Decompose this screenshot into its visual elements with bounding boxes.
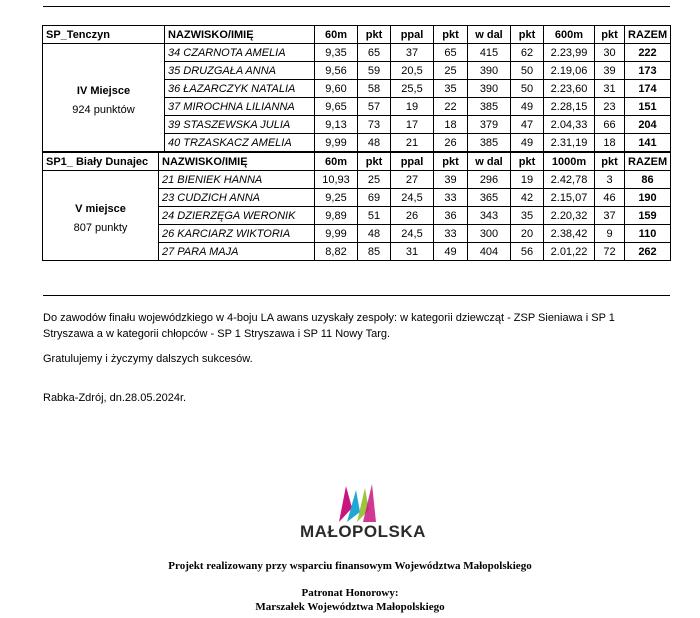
col-header: 60m [315, 153, 358, 171]
table-row [43, 44, 671, 62]
result-cell: 9,56 [315, 62, 358, 80]
patron-name: Marszałek Województwa Małopolskiego [255, 601, 445, 613]
col-header: 60m [315, 26, 358, 44]
advancement-text-line2: Stryszawa a w kategorii chłopców - SP 1 Stryszawa i SP 11 Nowy Targ. [43, 328, 391, 340]
result-cell: 69 [358, 189, 391, 207]
result-cell: 390 [468, 80, 511, 98]
result-cell: 385 [468, 134, 511, 152]
result-cell: 22 [434, 98, 468, 116]
result-cell: 50 [511, 80, 544, 98]
result-cell: 73 [358, 116, 391, 134]
col-header: ppal [391, 26, 434, 44]
result-cell: 65 [434, 44, 468, 62]
result-cell: 2.38,42 [544, 225, 595, 243]
result-cell: 9,65 [315, 98, 358, 116]
result-cell: 25 [434, 62, 468, 80]
result-cell: 31 [595, 80, 625, 98]
result-cell: 24,5 [391, 225, 434, 243]
athlete-name: 35 DRUZGAŁA ANNA [165, 62, 315, 80]
result-cell: 85 [358, 243, 391, 261]
result-cell: 9,25 [315, 189, 358, 207]
result-cell: 24,5 [391, 189, 434, 207]
result-cell: 23 [595, 98, 625, 116]
result-cell: 49 [511, 98, 544, 116]
total-cell: 222 [625, 44, 671, 62]
team-table-bialy-dunajec [42, 152, 671, 261]
team-summary [43, 44, 165, 152]
col-header: ppal [391, 153, 434, 171]
result-cell: 17 [391, 116, 434, 134]
result-cell: 66 [595, 116, 625, 134]
result-cell: 50 [511, 62, 544, 80]
advancement-text-line1: Do zawodów finału wojewódzkiego w 4-boju LA awans uzyskały zespoły: w kategorii dziewcząt - ZSP Sieniawa i SP 1 [43, 312, 615, 324]
col-header: pkt [434, 26, 468, 44]
result-cell: 47 [511, 116, 544, 134]
result-cell: 9,60 [315, 80, 358, 98]
col-header: 1000m [544, 153, 595, 171]
result-cell: 30 [595, 44, 625, 62]
col-header: 600m [544, 26, 595, 44]
result-cell: 39 [434, 171, 468, 189]
result-cell: 19 [511, 171, 544, 189]
result-cell: 37 [595, 207, 625, 225]
result-cell: 27 [391, 171, 434, 189]
result-cell: 9,89 [315, 207, 358, 225]
result-cell: 59 [358, 62, 391, 80]
team-place: V miejsce [75, 203, 126, 215]
result-cell: 37 [391, 44, 434, 62]
result-cell: 365 [468, 189, 511, 207]
result-cell: 415 [468, 44, 511, 62]
col-header: pkt [511, 26, 544, 44]
result-cell: 25 [358, 171, 391, 189]
date-place-text: Rabka-Zdrój, dn.28.05.2024r. [43, 392, 187, 404]
team-points: 924 punktów [72, 104, 135, 116]
team-summary [43, 171, 159, 261]
result-cell: 9,13 [315, 116, 358, 134]
project-funding-text: Projekt realizowany przy wsparciu finansowym Województwa Małopolskiego [168, 560, 532, 572]
table-row [43, 171, 671, 189]
athlete-name: 23 CUDZICH ANNA [159, 189, 315, 207]
col-header: RAZEM [625, 26, 671, 44]
col-header: pkt [434, 153, 468, 171]
athlete-name: 36 ŁAZARCZYK NATALIA [165, 80, 315, 98]
result-cell: 18 [595, 134, 625, 152]
result-cell: 35 [434, 80, 468, 98]
result-cell: 21 [391, 134, 434, 152]
result-cell: 35 [511, 207, 544, 225]
result-cell: 2.42,78 [544, 171, 595, 189]
result-cell: 2.28,15 [544, 98, 595, 116]
result-cell: 48 [358, 225, 391, 243]
result-cell: 2.01,22 [544, 243, 595, 261]
athlete-name: 26 KARCIARZ WIKTORIA [159, 225, 315, 243]
result-cell: 33 [434, 225, 468, 243]
result-cell: 31 [391, 243, 434, 261]
total-cell: 159 [625, 207, 671, 225]
col-header: pkt [595, 153, 625, 171]
result-cell: 26 [434, 134, 468, 152]
result-cell: 33 [434, 189, 468, 207]
congratulations-text: Gratulujemy i życzymy dalszych sukcesów. [43, 353, 253, 365]
total-cell: 174 [625, 80, 671, 98]
result-cell: 49 [434, 243, 468, 261]
result-cell: 343 [468, 207, 511, 225]
col-header: w dal [468, 153, 511, 171]
total-cell: 110 [625, 225, 671, 243]
col-header: NAZWISKO/IMIĘ [159, 153, 315, 171]
athlete-name: 39 STASZEWSKA JULIA [165, 116, 315, 134]
result-cell: 49 [511, 134, 544, 152]
total-cell: 151 [625, 98, 671, 116]
result-cell: 42 [511, 189, 544, 207]
result-cell: 48 [358, 134, 391, 152]
total-cell: 190 [625, 189, 671, 207]
header-row [43, 26, 671, 44]
result-cell: 10,93 [315, 171, 358, 189]
col-header: NAZWISKO/IMIĘ [165, 26, 315, 44]
col-header: w dal [468, 26, 511, 44]
col-header: pkt [358, 26, 391, 44]
top-rule [43, 6, 670, 7]
result-cell: 25,5 [391, 80, 434, 98]
malopolska-logo-icon [333, 482, 381, 526]
result-cell: 2.15,07 [544, 189, 595, 207]
result-cell: 20,5 [391, 62, 434, 80]
team-place: IV Miejsce [76, 85, 131, 97]
result-cell: 2.31,19 [544, 134, 595, 152]
result-cell: 300 [468, 225, 511, 243]
total-cell: 204 [625, 116, 671, 134]
result-cell: 2.23,99 [544, 44, 595, 62]
athlete-name: 40 TRZASKACZ AMELIA [165, 134, 315, 152]
team-points: 807 punkty [73, 222, 128, 234]
result-cell: 65 [358, 44, 391, 62]
result-cell: 62 [511, 44, 544, 62]
athlete-name: 37 MIROCHNA LILIANNA [165, 98, 315, 116]
athlete-name: 34 CZARNOTA AMELIA [165, 44, 315, 62]
result-cell: 2.04,33 [544, 116, 595, 134]
total-cell: 173 [625, 62, 671, 80]
result-cell: 9,99 [315, 225, 358, 243]
result-cell: 18 [434, 116, 468, 134]
col-header: RAZEM [625, 153, 671, 171]
result-cell: 390 [468, 62, 511, 80]
result-cell: 51 [358, 207, 391, 225]
result-cell: 404 [468, 243, 511, 261]
result-cell: 296 [468, 171, 511, 189]
col-header: pkt [511, 153, 544, 171]
section-rule [43, 295, 670, 296]
athlete-name: 21 BIENIEK HANNA [159, 171, 315, 189]
header-row [43, 153, 671, 171]
result-cell: 19 [391, 98, 434, 116]
total-cell: 262 [625, 243, 671, 261]
result-cell: 2.23,60 [544, 80, 595, 98]
total-cell: 86 [625, 171, 671, 189]
team-name: SP1_ Biały Dunajec [43, 153, 159, 171]
athlete-name: 27 PARA MAJA [159, 243, 315, 261]
result-cell: 39 [595, 62, 625, 80]
result-cell: 36 [434, 207, 468, 225]
result-cell: 57 [358, 98, 391, 116]
team-table-tenczyn [42, 25, 671, 152]
result-cell: 56 [511, 243, 544, 261]
patron-title: Patronat Honorowy: [301, 587, 399, 599]
result-cell: 20 [511, 225, 544, 243]
team-name: SP_Tenczyn [43, 26, 165, 44]
total-cell: 141 [625, 134, 671, 152]
result-cell: 72 [595, 243, 625, 261]
result-cell: 46 [595, 189, 625, 207]
result-cell: 3 [595, 171, 625, 189]
result-cell: 9 [595, 225, 625, 243]
result-cell: 2.20,32 [544, 207, 595, 225]
result-cell: 9,35 [315, 44, 358, 62]
result-cell: 8,82 [315, 243, 358, 261]
result-cell: 26 [391, 207, 434, 225]
brand-name: MAŁOPOLSKA [300, 522, 426, 541]
result-cell: 385 [468, 98, 511, 116]
result-cell: 2.19,06 [544, 62, 595, 80]
result-cell: 9,99 [315, 134, 358, 152]
col-header: pkt [595, 26, 625, 44]
athlete-name: 24 DZIERZĘGA WERONIK [159, 207, 315, 225]
col-header: pkt [358, 153, 391, 171]
result-cell: 58 [358, 80, 391, 98]
result-cell: 379 [468, 116, 511, 134]
